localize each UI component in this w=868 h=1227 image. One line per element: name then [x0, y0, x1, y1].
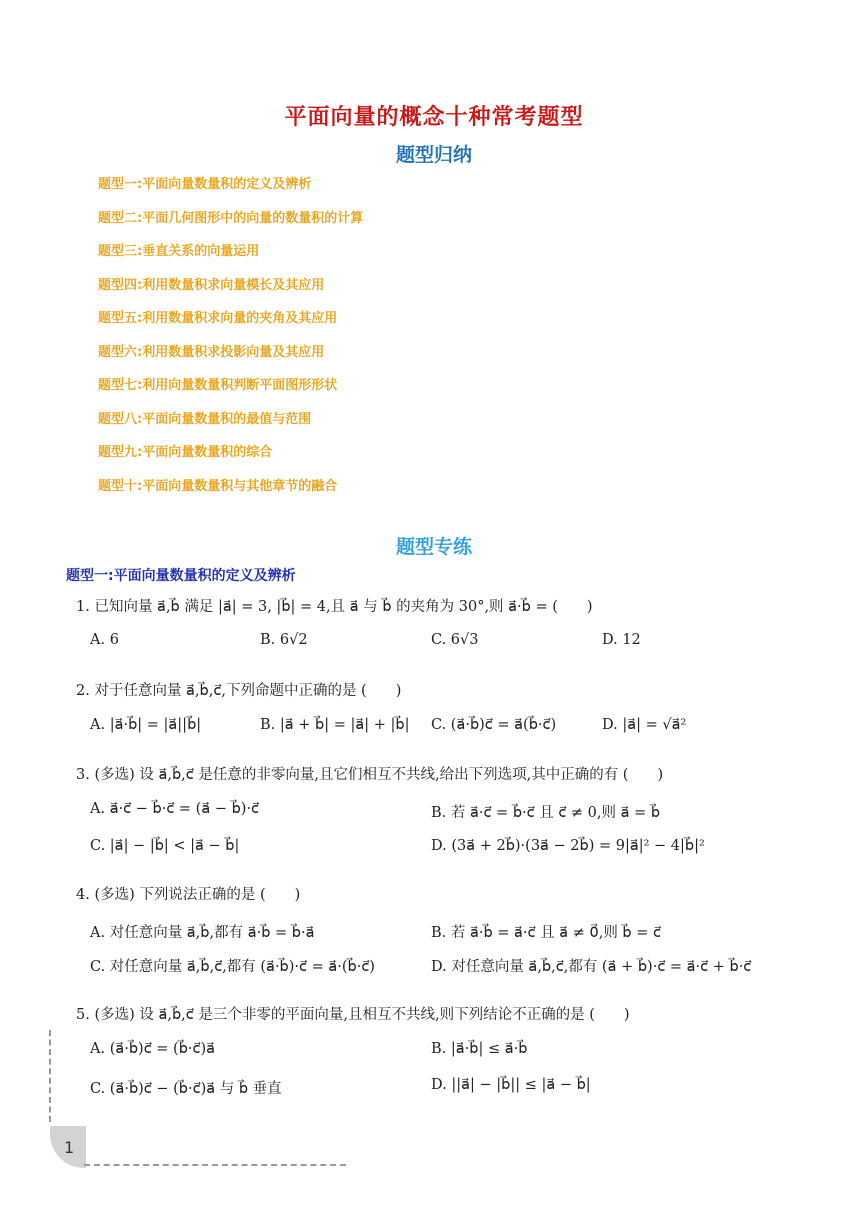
option-a: A. a⃗·c⃗ − b⃗·c⃗ = (a⃗ − b⃗)·c⃗: [90, 801, 260, 817]
toc-item: 题型九:平面向量数量积的综合: [98, 445, 273, 460]
option-b: B. 若 a⃗·c⃗ = b⃗·c⃗ 且 c⃗ ≠ 0,则 a⃗ = b⃗: [431, 805, 661, 821]
toc-item: 题型三:垂直关系的向量运用: [98, 244, 260, 259]
option-d: D. ||a⃗| − |b⃗|| ≤ |a⃗ − b⃗|: [431, 1077, 591, 1093]
section-title-summary: 题型归纳: [395, 144, 472, 166]
toc-item: 题型四:利用数量积求向量模长及其应用: [98, 277, 325, 293]
option-d: D. (3a⃗ + 2b⃗)·(3a⃗ − 2b⃗) = 9|a⃗|² − 4|b⃗|²: [431, 838, 705, 854]
toc-item: 题型五:利用数量积求向量的夹角及其应用: [98, 311, 338, 326]
page-number: 1: [64, 1138, 75, 1157]
question-stem: 4. (多选) 下列说法正确的是 ( ): [76, 887, 301, 903]
option-a: A. (a⃗·b⃗)c⃗ = (b⃗·c⃗)a⃗: [90, 1041, 216, 1057]
option-d: D. 对任意向量 a⃗,b⃗,c⃗,都有 (a⃗ + b⃗)·c⃗ = a⃗·c⃗ + b⃗·c⃗: [431, 959, 752, 975]
option-a: A. 对任意向量 a⃗,b⃗,都有 a⃗·b⃗ = b⃗·a⃗: [90, 925, 315, 941]
option-b: B. |a⃗·b⃗| ≤ a⃗·b⃗: [431, 1041, 528, 1057]
page-title: 平面向量的概念十种常考题型: [284, 105, 584, 130]
option-c: C. 对任意向量 a⃗,b⃗,c⃗,都有 (a⃗·b⃗)·c⃗ = a⃗·(b⃗·c⃗): [90, 959, 375, 975]
question-stem: 5. (多选) 设 a⃗,b⃗,c⃗ 是三个非零的平面向量,且相互不共线,则下列结论不正确的是 ( ): [76, 1007, 630, 1023]
option-c: C. 6√3: [431, 632, 479, 648]
toc-item: 题型七:利用向量数量积判断平面图形形状: [98, 378, 338, 393]
subheading: 题型一:平面向量数量积的定义及辨析: [66, 568, 296, 584]
section-title-practice: 题型专练: [395, 536, 472, 558]
toc-list: [98, 175, 363, 510]
toc-item: 题型八:平面向量数量积的最值与范围: [98, 411, 312, 427]
option-c: C. (a⃗·b⃗)c⃗ = a⃗(b⃗·c⃗): [431, 717, 557, 733]
option-b: B. 6√2: [260, 632, 308, 648]
option-b: B. |a⃗ + b⃗| = |a⃗| + |b⃗|: [260, 717, 410, 733]
toc-item: 题型十:平面向量数量积与其他章节的融合: [98, 478, 338, 494]
question-stem: 2. 对于任意向量 a⃗,b⃗,c⃗,下列命题中正确的是 ( ): [76, 683, 402, 699]
page-border-vertical: [49, 1030, 51, 1122]
toc-item: 题型六:利用数量积求投影向量及其应用: [98, 344, 325, 360]
option-c: C. (a⃗·b⃗)c⃗ − (b⃗·c⃗)a⃗ 与 b⃗ 垂直: [90, 1081, 282, 1097]
option-a: A. |a⃗·b⃗| = |a⃗||b⃗|: [90, 717, 202, 733]
option-a: A. 6: [90, 632, 119, 648]
option-c: C. |a⃗| − |b⃗| < |a⃗ − b⃗|: [90, 838, 240, 854]
question-stem: 1. 已知向量 a⃗,b⃗ 满足 |a⃗| = 3, |b⃗| = 4,且 a⃗ 与 b⃗ 的夹角为 30°,则 a⃗·b⃗ = ( ): [76, 599, 593, 615]
option-d: D. 12: [602, 632, 641, 648]
toc-item: 题型二:平面几何图形中的向量的数量积的计算: [98, 210, 364, 226]
page-border-horizontal: [84, 1164, 346, 1166]
toc-item: 题型一:平面向量数量积的定义及辨析: [98, 177, 312, 192]
option-d: D. |a⃗| = √a⃗²: [602, 717, 687, 733]
question-stem: 3. (多选) 设 a⃗,b⃗,c⃗ 是任意的非零向量,且它们相互不共线,给出下列选项,其中正确的有 ( ): [76, 767, 664, 783]
option-b: B. 若 a⃗·b⃗ = a⃗·c⃗ 且 a⃗ ≠ 0⃗,则 b⃗ = c⃗: [431, 925, 661, 941]
